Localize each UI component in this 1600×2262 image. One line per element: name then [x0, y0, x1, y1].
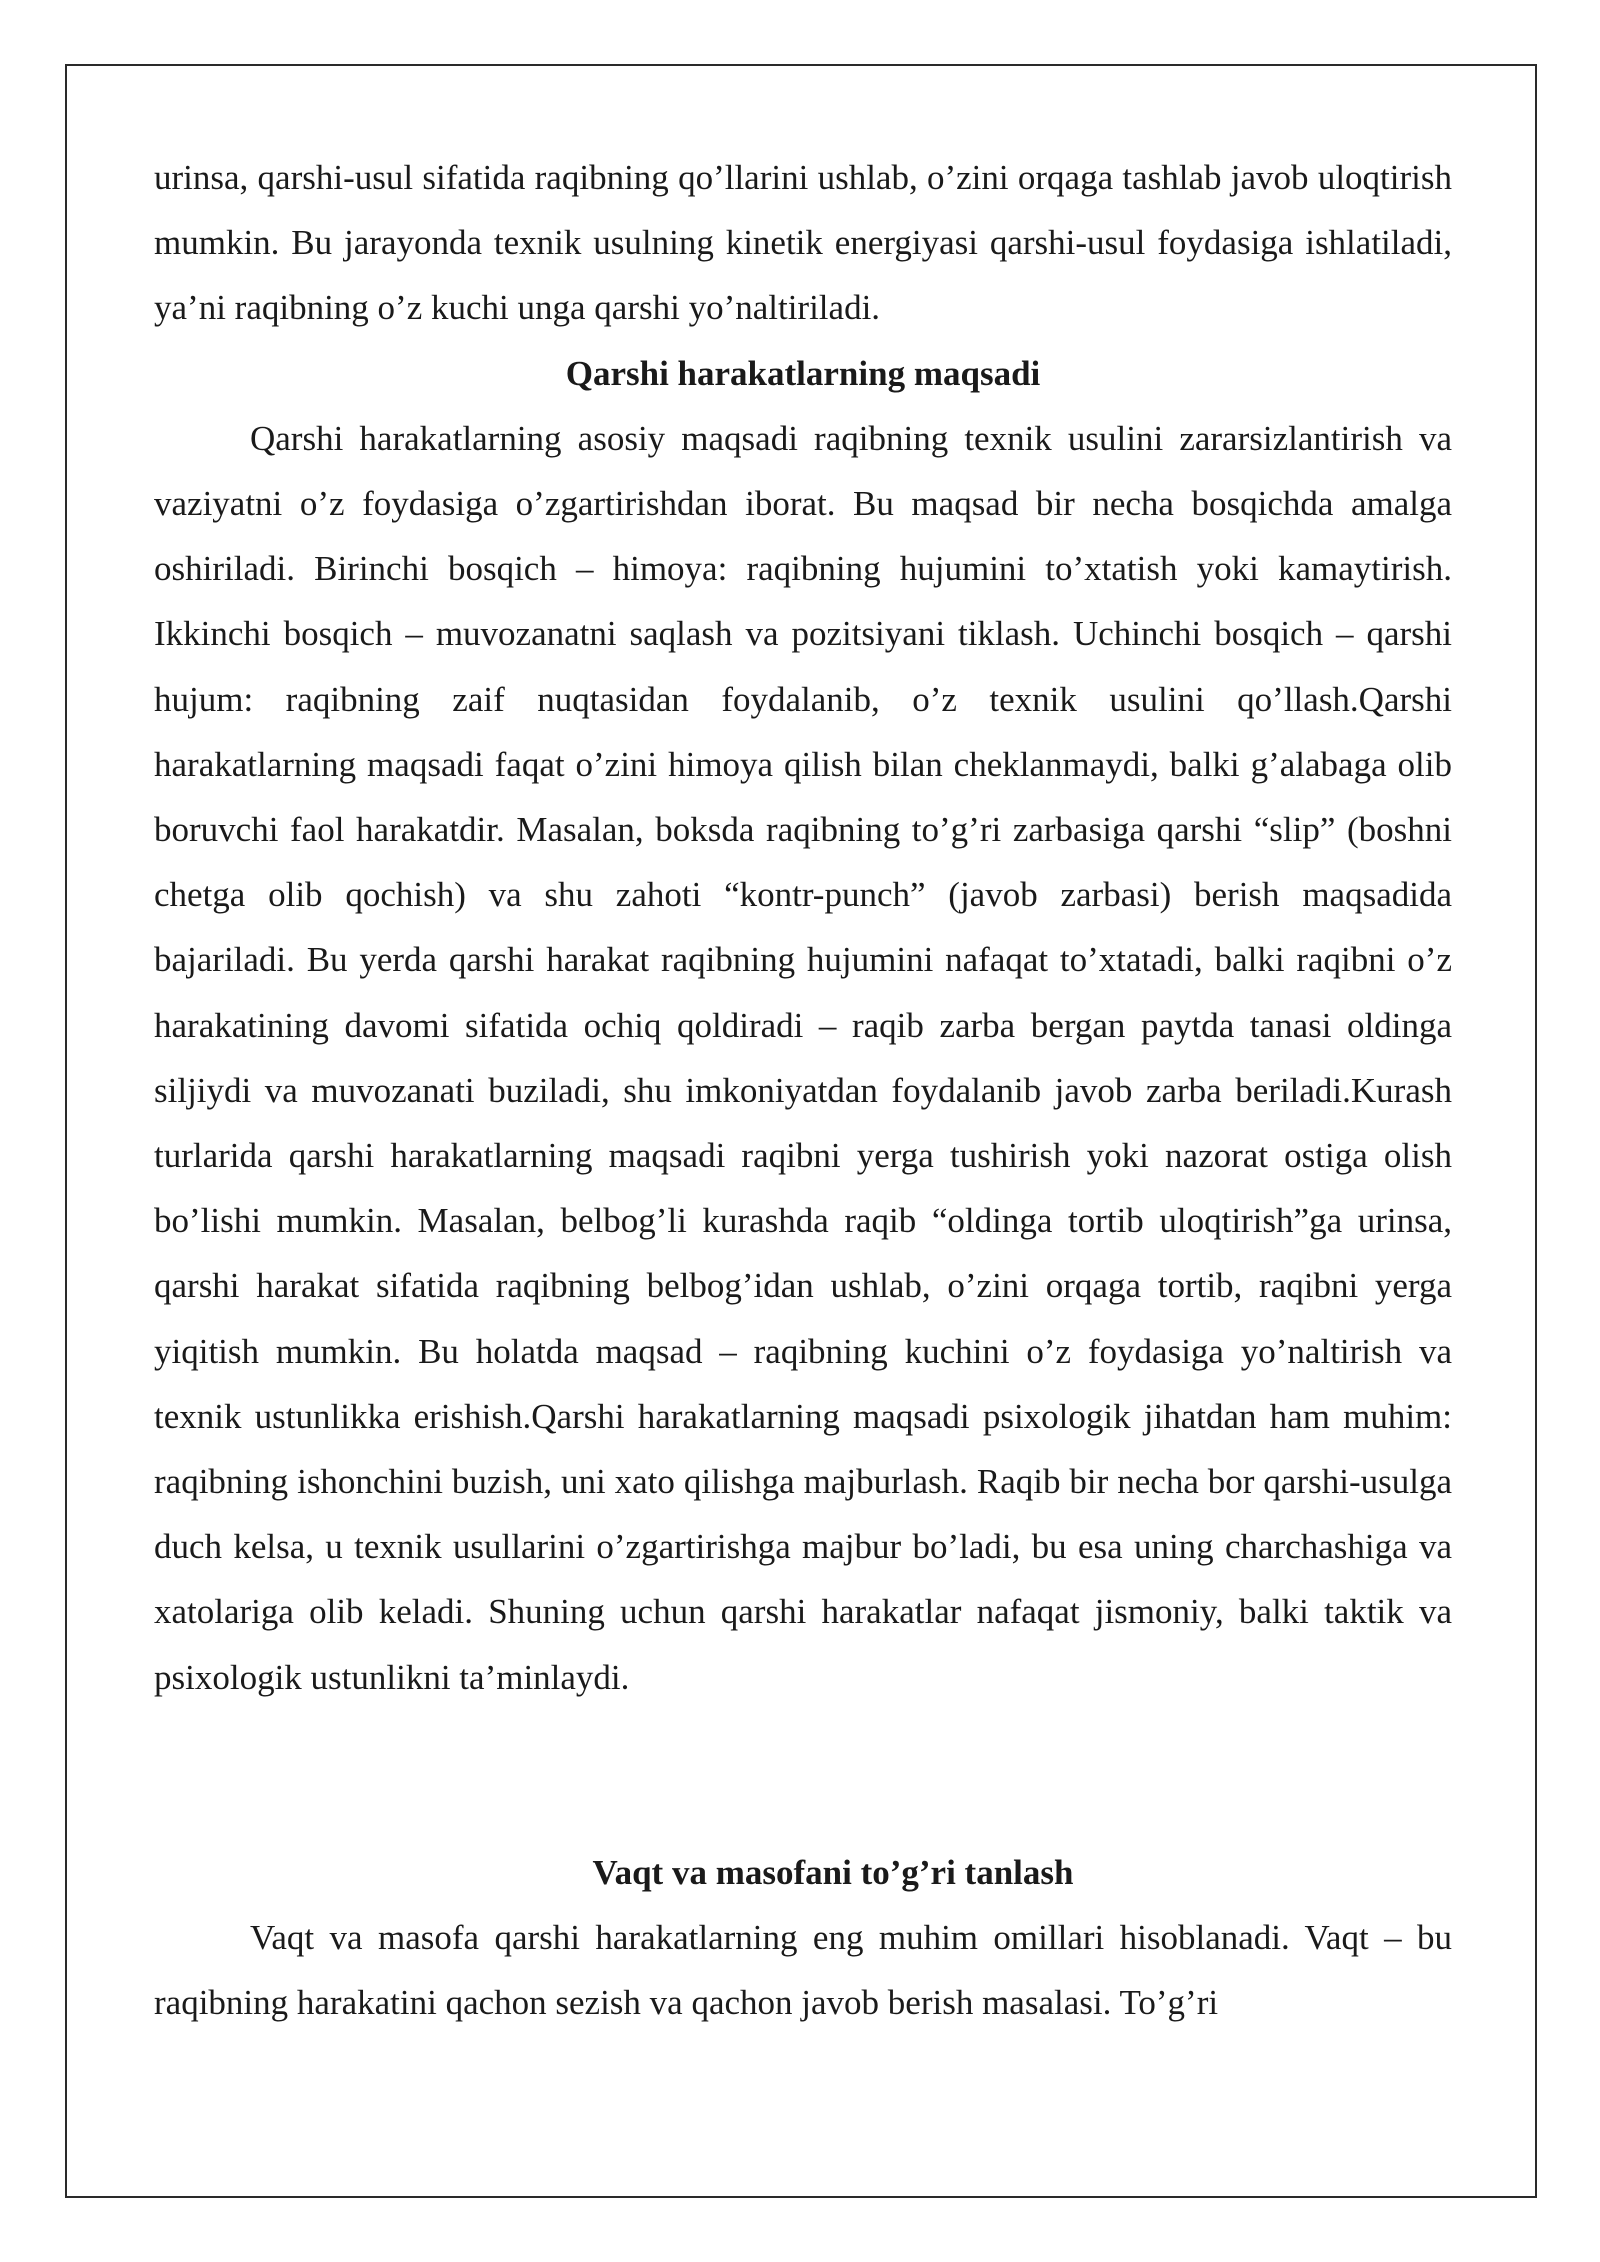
blank-space [154, 1710, 1452, 1840]
section-heading-timing-distance: Vaqt va masofani to’g’ri tanlash [592, 1852, 1074, 1892]
document-body [154, 145, 1452, 2035]
paragraph-continuation: urinsa, qarshi-usul sifatida raqibning qo’llarini ushlab, o’zini orqaga tashlab javob uloqtirish mumkin. Bu jarayonda texnik usulning kinetik energiyasi qarshi-usul foydasiga ishlatiladi, ya’ni raqibning o’z kuchi unga qarshi yo’naltiriladi. [154, 158, 1452, 328]
paragraph-purpose: Qarshi harakatlarning asosiy maqsadi raqibning texnik usulini zararsizlantirish va vaziyatni o’z foydasiga o’zgartirishdan iborat. Bu maqsad bir necha bosqichda amalga oshiriladi. Birinchi bosqich – himoya: raqibning hujumini to’xtatish yoki kamaytirish. Ikkinchi bosqich – muvozanatni saqlash va pozitsiyani tiklash. Uchinchi bosqich – qarshi hujum: raqibning zaif nuqtasidan foydalanib, o’z texnik usulini qo’llash.Qarshi harakatlarning maqsadi faqat o’zini himoya qilish bilan cheklanmaydi, balki g’alabaga olib boruvchi faol harakatdir. Masalan, boksda raqibning to’g’ri zarbasiga qarshi “slip” (boshni chetga olib qochish) va shu zahoti “kontr-punch” (javob zarbasi) berish maqsadida bajariladi. Bu yerda qarshi harakat raqibning hujumini nafaqat to’xtatadi, balki raqibni o’z harakatining davomi sifatida ochiq qoldiradi – raqib zarba bergan paytda tanasi oldinga siljiydi va muvozanati buziladi, shu imkoniyatdan foydalanib javob zarba beriladi.Kurash turlarida qarshi harakatlarning maqsadi raqibni yerga tushirish yoki nazorat ostiga olish bo’lishi mumkin. Masalan, belbog’li kurashda raqib “oldinga tortib uloqtirish”ga urinsa, qarshi harakat sifatida raqibning belbog’idan ushlab, o’zini orqaga tortib, raqibni yerga yiqitish mumkin. Bu holatda maqsad – raqibning kuchini o’z foydasiga yo’naltirish va texnik ustunlikka erishish.Qarshi harakatlarning maqsadi psixologik jihatdan ham muhim: raqibning ishonchini buzish, uni xato qilishga majburlash. Raqib bir necha bor qarshi-usulga duch kelsa, u texnik usullarini o’zgartirishga majbur bo’ladi, bu esa uning charchashiga va xatolariga olib keladi. Shuning uchun qarshi harakatlar nafaqat jismoniy, balki taktik va psixologik ustunlikni ta’minlaydi. [154, 418, 1452, 1697]
paragraph-timing-distance: Vaqt va masofa qarshi harakatlarning eng muhim omillari hisoblanadi. Vaqt – bu raqibning harakatini qachon sezish va qachon javob berish masalasi. To’g’ri [154, 1918, 1452, 2023]
section-heading-purpose: Qarshi harakatlarning maqsadi [565, 353, 1041, 393]
